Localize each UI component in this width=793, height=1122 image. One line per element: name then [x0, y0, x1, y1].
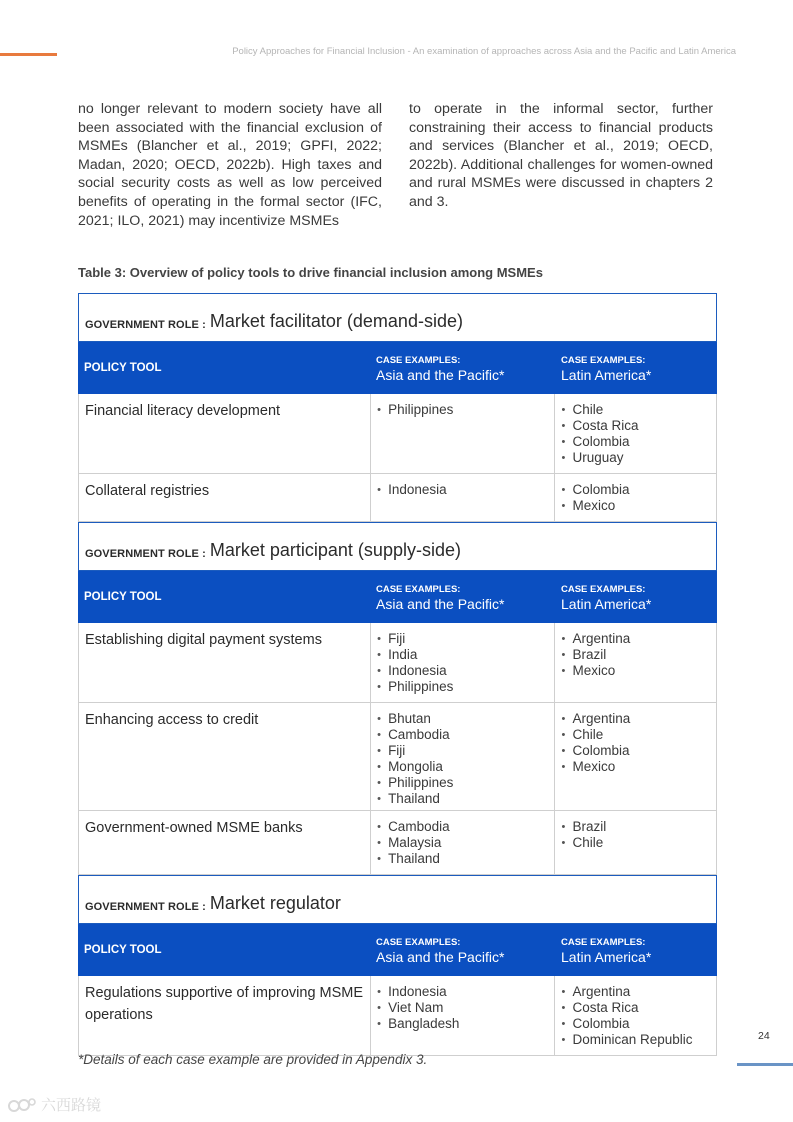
header-case-examples-label: CASE EXAMPLES: — [561, 937, 646, 948]
header-case-examples-label: CASE EXAMPLES: — [376, 584, 461, 595]
header-policy-tool: POLICY TOOL — [84, 591, 162, 603]
footer-accent-rule — [737, 1063, 793, 1066]
government-role-label: GOVERNMENT ROLE : — [85, 548, 206, 560]
case-example-item: • Uruguay — [561, 450, 710, 466]
policy-tool-cell: Collateral registries — [85, 483, 210, 499]
government-role-label: GOVERNMENT ROLE : — [85, 319, 206, 331]
latam-examples-cell — [554, 474, 716, 521]
case-example-item: • Philippines — [377, 775, 548, 791]
case-example-item: • Philippines — [377, 402, 548, 418]
case-example-item: • Bhutan — [377, 711, 548, 727]
case-example-item: • Fiji — [377, 631, 548, 647]
case-example-item: • Philippines — [377, 679, 548, 695]
header-region-label: Asia and the Pacific* — [376, 367, 505, 383]
case-example-item: • Brazil — [561, 819, 710, 835]
case-example-item: • India — [377, 647, 548, 663]
case-example-item: • Brazil — [561, 647, 710, 663]
header-policy-tool: POLICY TOOL — [84, 944, 162, 956]
header-case-examples-label: CASE EXAMPLES: — [376, 355, 461, 366]
policy-tool-cell: Regulations supportive of improving MSME operations — [85, 985, 364, 1023]
table-footnote: *Details of each case example are provided in Appendix 3. — [78, 1052, 428, 1067]
table-row — [78, 394, 717, 474]
government-role-label: GOVERNMENT ROLE : — [85, 901, 206, 913]
table-row — [78, 811, 717, 875]
case-example-item: • Argentina — [561, 711, 710, 727]
case-example-item: • Chile — [561, 727, 710, 743]
header-latin-america — [555, 924, 717, 976]
case-example-item: • Thailand — [377, 851, 548, 867]
case-example-item: • Mexico — [561, 498, 710, 514]
case-example-item: • Mexico — [561, 663, 710, 679]
header-latin-america — [555, 342, 717, 394]
header-case-examples-label: CASE EXAMPLES: — [376, 937, 461, 948]
header-policy-tool: POLICY TOOL — [84, 362, 162, 374]
header-asia-pacific — [370, 571, 555, 623]
latam-examples-cell — [554, 394, 716, 473]
case-example-item: • Viet Nam — [377, 1000, 548, 1016]
table-row — [78, 474, 717, 522]
asia-examples-cell — [370, 474, 554, 521]
government-role-row — [78, 522, 717, 571]
case-example-item: • Dominican Republic — [561, 1032, 710, 1048]
policy-tool-cell: Government-owned MSME banks — [85, 820, 303, 836]
case-example-item: • Colombia — [561, 482, 710, 498]
table-header-row — [78, 924, 717, 976]
header-region-label: Latin America* — [561, 596, 652, 612]
case-example-item: • Chile — [561, 402, 710, 418]
case-example-item: • Costa Rica — [561, 1000, 710, 1016]
case-example-item: • Malaysia — [377, 835, 548, 851]
table-caption: Table 3: Overview of policy tools to drive financial inclusion among MSMEs — [78, 265, 543, 280]
header-case-examples-label: CASE EXAMPLES: — [561, 584, 646, 595]
table-row — [78, 703, 717, 811]
case-example-item: • Bangladesh — [377, 1016, 548, 1032]
latam-examples-cell — [554, 811, 716, 874]
case-example-item: • Colombia — [561, 434, 710, 450]
case-example-item: • Mexico — [561, 759, 710, 775]
case-example-item: • Chile — [561, 835, 710, 851]
table-header-row — [78, 571, 717, 623]
header-region-label: Asia and the Pacific* — [376, 596, 505, 612]
case-example-item: • Fiji — [377, 743, 548, 759]
case-example-item: • Mongolia — [377, 759, 548, 775]
government-role-row — [78, 875, 717, 924]
header-case-examples-label: CASE EXAMPLES: — [561, 355, 646, 366]
header-latin-america — [555, 571, 717, 623]
header-region-label: Latin America* — [561, 949, 652, 965]
asia-examples-cell — [370, 976, 554, 1055]
case-example-item: • Colombia — [561, 743, 710, 759]
case-example-item: • Argentina — [561, 984, 710, 1000]
running-header: Policy Approaches for Financial Inclusion - An examination of approaches across Asia and the Pacific and Latin America — [232, 46, 736, 57]
header-asia-pacific — [370, 342, 555, 394]
header-asia-pacific — [370, 924, 555, 976]
government-role-value: Market participant (supply-side) — [209, 540, 461, 560]
asia-examples-cell — [370, 811, 554, 874]
case-example-item: • Indonesia — [377, 663, 548, 679]
asia-examples-cell — [370, 623, 554, 702]
government-role-value: Market facilitator (demand-side) — [209, 311, 463, 331]
case-example-item: • Indonesia — [377, 482, 548, 498]
watermark — [7, 1094, 101, 1115]
case-example-item: • Cambodia — [377, 727, 548, 743]
latam-examples-cell — [554, 703, 716, 810]
policy-tool-cell: Establishing digital payment systems — [85, 632, 322, 648]
table-row — [78, 623, 717, 703]
policy-tools-table — [78, 293, 717, 1056]
asia-examples-cell — [370, 703, 554, 810]
case-example-item: • Colombia — [561, 1016, 710, 1032]
latam-examples-cell — [554, 976, 716, 1055]
table-row — [78, 976, 717, 1056]
case-example-item: • Indonesia — [377, 984, 548, 1000]
asia-examples-cell — [370, 394, 554, 473]
policy-tool-cell: Financial literacy development — [85, 403, 281, 419]
header-accent-rule — [0, 53, 57, 56]
government-role-value: Market regulator — [209, 893, 341, 913]
policy-tool-cell: Enhancing access to credit — [85, 712, 259, 728]
header-region-label: Latin America* — [561, 367, 652, 383]
watermark-text: 六西路镜 — [41, 1097, 102, 1114]
case-example-item: • Cambodia — [377, 819, 548, 835]
body-text-right-column: to operate in the informal sector, further constraining their access to financial products and services (Blancher et al., 2019; OECD, 2022b). Additional challenges for women-owned and rural MSMEs were discussed in chapters 2 and 3. — [409, 101, 713, 210]
case-example-item: • Thailand — [377, 791, 548, 807]
government-role-row — [78, 293, 717, 342]
watermark-logo-icon — [7, 1096, 37, 1114]
latam-examples-cell — [554, 623, 716, 702]
header-region-label: Asia and the Pacific* — [376, 949, 505, 965]
page-number: 24 — [758, 1030, 770, 1042]
body-text-left-column: no longer relevant to modern society have all been associated with the financial exclusion of MSMEs (Blancher et al., 2019; GPFI, 2022; Madan, 2020; OECD, 2022b). High taxes and social security costs as well as low perceived benefits of operating in the formal sector (IFC, 2021; ILO, 2021) may incentivize MSMEs — [78, 101, 382, 229]
table-header-row — [78, 342, 717, 394]
case-example-item: • Costa Rica — [561, 418, 710, 434]
case-example-item: • Argentina — [561, 631, 710, 647]
